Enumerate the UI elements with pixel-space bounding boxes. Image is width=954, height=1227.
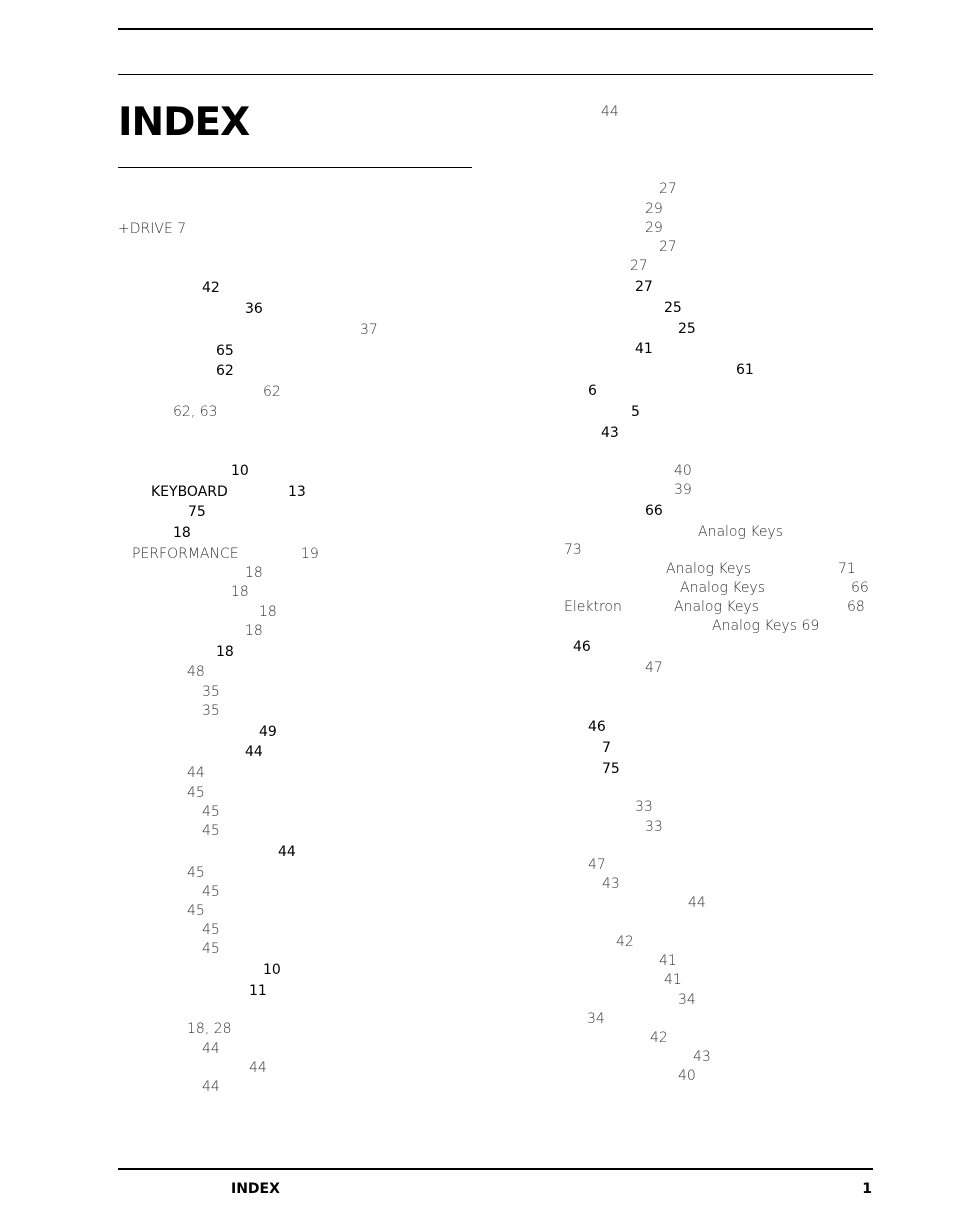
index-entry: 44 <box>202 1041 220 1057</box>
title-underline <box>118 167 472 168</box>
index-entry: 48 <box>187 664 205 680</box>
index-entry: 46 <box>588 719 606 735</box>
index-entry: 43 <box>601 425 619 441</box>
index-entry: 18 <box>245 623 263 639</box>
index-entry: 44 <box>601 104 619 120</box>
index-entry: 41 <box>635 341 653 357</box>
index-entry: 66 <box>645 503 663 519</box>
index-entry: 45 <box>202 941 220 957</box>
index-entry: 18 <box>231 584 249 600</box>
footer-page-number: 1 <box>862 1181 872 1197</box>
index-entry: 47 <box>588 857 606 873</box>
index-entry: 62, 63 <box>173 404 218 420</box>
index-entry: 62 <box>216 363 234 379</box>
index-entry: 13 <box>288 484 306 500</box>
index-entry: 44 <box>688 895 706 911</box>
index-entry: 49 <box>259 724 277 740</box>
index-entry: 45 <box>202 804 220 820</box>
index-entry: 42 <box>202 280 220 296</box>
index-entry: 29 <box>645 201 663 217</box>
index-entry: Analog Keys <box>698 524 784 540</box>
index-entry: 10 <box>263 962 281 978</box>
index-entry: 45 <box>202 884 220 900</box>
index-entry: 37 <box>360 322 378 338</box>
index-entry: 27 <box>659 239 677 255</box>
index-entry: 41 <box>664 972 682 988</box>
index-entry: 33 <box>635 799 653 815</box>
index-entry: 45 <box>202 922 220 938</box>
index-entry: 65 <box>216 343 234 359</box>
index-entry: 45 <box>187 903 205 919</box>
footer-rule <box>118 1168 873 1170</box>
index-entry: 33 <box>645 819 663 835</box>
index-entry: 19 <box>301 546 319 562</box>
index-entry: 42 <box>650 1030 668 1046</box>
index-entry: 43 <box>693 1049 711 1065</box>
index-entry: 61 <box>736 362 754 378</box>
index-entry: 68 <box>847 599 865 615</box>
index-entry: 25 <box>678 321 696 337</box>
index-entry: 27 <box>635 279 653 295</box>
index-entry: 44 <box>202 1079 220 1095</box>
index-entry: 73 <box>564 542 582 558</box>
index-entry: 36 <box>245 301 263 317</box>
index-entry: Analog Keys <box>674 599 760 615</box>
index-entry: 40 <box>674 463 692 479</box>
top-rule <box>118 28 873 30</box>
index-entry: 47 <box>645 660 663 676</box>
index-entry: 39 <box>674 482 692 498</box>
index-entry: 18 <box>245 565 263 581</box>
footer-section-title: INDEX <box>231 1181 280 1197</box>
index-entry: Analog Keys 69 <box>712 618 820 634</box>
index-entry: 44 <box>249 1060 267 1076</box>
index-entry: 18 <box>259 604 277 620</box>
index-entry: 45 <box>187 865 205 881</box>
index-entry: 43 <box>602 876 620 892</box>
index-entry: 62 <box>263 384 281 400</box>
index-entry: 35 <box>202 684 220 700</box>
index-entry: PERFORMANCE <box>132 546 239 562</box>
page-title: INDEX <box>118 100 250 145</box>
index-entry: 34 <box>587 1011 605 1027</box>
index-entry: 5 <box>631 404 640 420</box>
index-entry: 45 <box>187 785 205 801</box>
index-entry: 25 <box>664 300 682 316</box>
index-entry: +DRIVE 7 <box>118 221 187 237</box>
index-entry: 11 <box>249 983 267 999</box>
index-entry: KEYBOARD <box>151 484 228 500</box>
index-entry: 27 <box>630 258 648 274</box>
index-entry: 40 <box>678 1068 696 1084</box>
index-entry: 66 <box>851 580 869 596</box>
index-entry: Elektron <box>564 599 622 615</box>
index-entry: 6 <box>588 383 597 399</box>
index-entry: 10 <box>231 463 249 479</box>
index-entry: Analog Keys <box>680 580 766 596</box>
index-entry: 18 <box>173 525 191 541</box>
index-entry: 71 <box>838 561 856 577</box>
header-rule <box>118 74 873 75</box>
index-entry: 18 <box>216 644 234 660</box>
index-entry: 45 <box>202 823 220 839</box>
index-entry: 41 <box>659 953 677 969</box>
index-entry: 44 <box>278 844 296 860</box>
index-entry: 7 <box>602 740 611 756</box>
index-entry: 46 <box>573 639 591 655</box>
index-entry: 44 <box>245 744 263 760</box>
index-entry: Analog Keys <box>666 561 752 577</box>
index-entry: 35 <box>202 703 220 719</box>
index-entry: 27 <box>659 181 677 197</box>
index-entry: 75 <box>602 761 620 777</box>
index-entry: 29 <box>645 220 663 236</box>
index-entry: 18, 28 <box>187 1021 232 1037</box>
index-entry: 42 <box>616 934 634 950</box>
index-entry: 75 <box>188 504 206 520</box>
index-entry: 34 <box>678 992 696 1008</box>
index-entry: 44 <box>187 765 205 781</box>
